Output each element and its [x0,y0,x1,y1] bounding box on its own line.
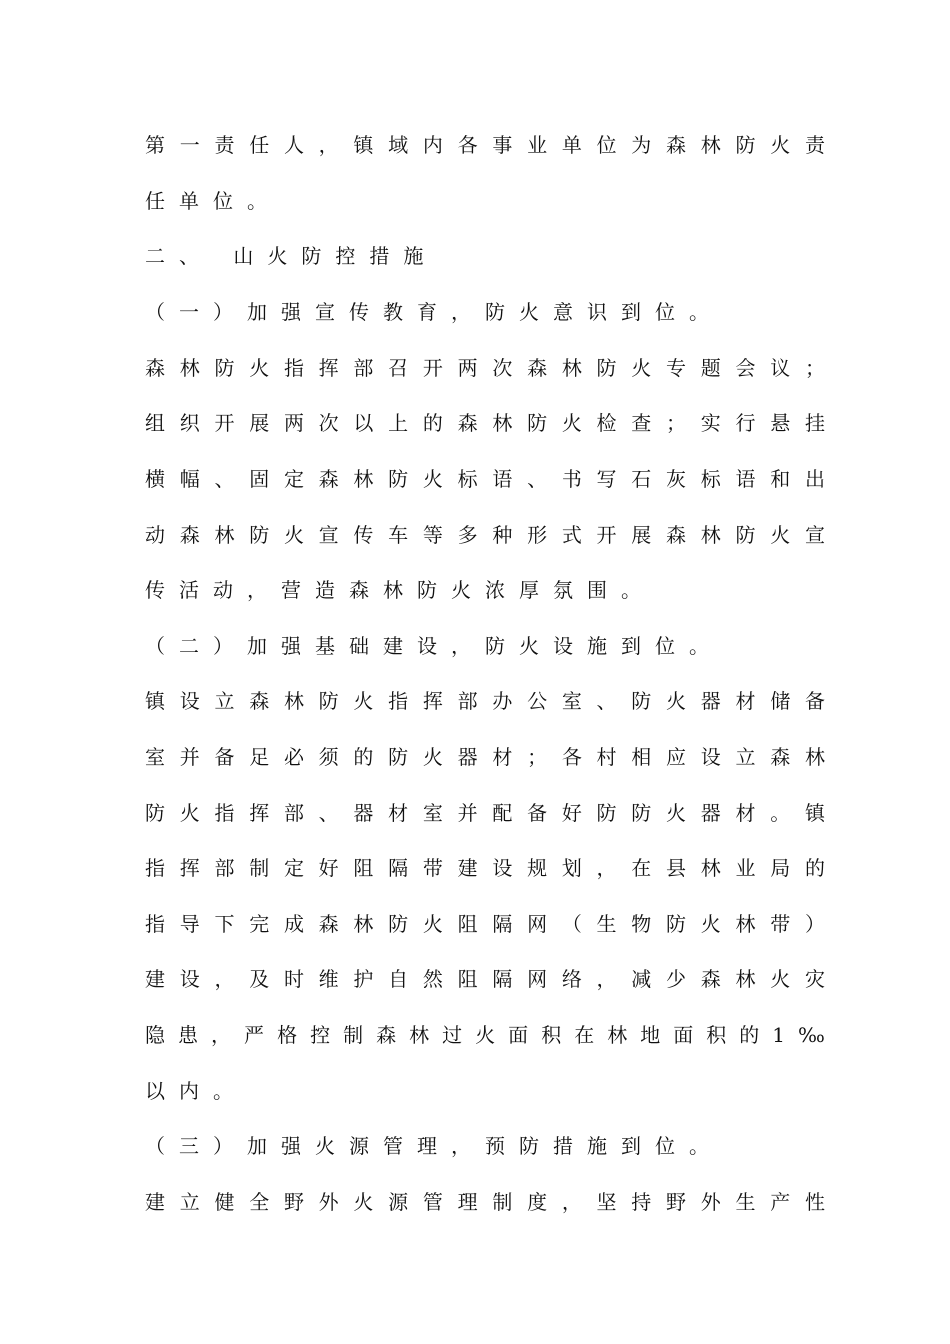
text-line: 森 林 防 火 指 挥 部 召 开 两 次 森 林 防 火 专 题 会 议 ； [145,356,825,380]
text-line: 指 导 下 完 成 森 林 防 火 阻 隔 网 （ 生 物 防 火 林 带 ） [145,912,825,936]
text-line: 建 设 ， 及 时 维 护 自 然 阻 隔 网 络 ， 减 少 森 林 火 灾 [145,967,825,991]
text-line: 横 幅 、 固 定 森 林 防 火 标 语 、 书 写 石 灰 标 语 和 出 [145,467,825,491]
subsection-heading: （一）加强宣传教育，防火意识到位。 [145,300,723,324]
text-line: 以内。 [145,1079,247,1103]
text-line: 传活动，营造森林防火浓厚氛围。 [145,578,655,602]
text-line: 组 织 开 展 两 次 以 上 的 森 林 防 火 检 查 ； 实 行 悬 挂 [145,411,825,435]
text-line: 镇 设 立 森 林 防 火 指 挥 部 办 公 室 、 防 火 器 材 储 备 [145,689,825,713]
text-line: 室 并 备 足 必 须 的 防 火 器 材 ； 各 村 相 应 设 立 森 林 [145,745,825,769]
text-line: 指 挥 部 制 定 好 阻 隔 带 建 设 规 划 ， 在 县 林 业 局 的 [145,856,825,880]
section-heading: 二、 山火防控措施 [145,244,438,268]
text-line: 隐 患 ， 严 格 控 制 森 林 过 火 面 积 在 林 地 面 积 的 1 ‰ [145,1023,825,1047]
subsection-heading: （三）加强火源管理，预防措施到位。 [145,1134,723,1158]
text-line: 防 火 指 挥 部 、 器 材 室 并 配 备 好 防 防 火 器 材 。 镇 [145,801,825,825]
text-line: 任单位。 [145,189,281,213]
text-line: 第 一 责 任 人 ， 镇 域 内 各 事 业 单 位 为 森 林 防 火 责 [145,133,825,157]
subsection-heading: （二）加强基础建设，防火设施到位。 [145,634,723,658]
text-line: 建 立 健 全 野 外 火 源 管 理 制 度 ， 坚 持 野 外 生 产 性 [145,1190,825,1214]
text-line: 动 森 林 防 火 宣 传 车 等 多 种 形 式 开 展 森 林 防 火 宣 [145,523,825,547]
